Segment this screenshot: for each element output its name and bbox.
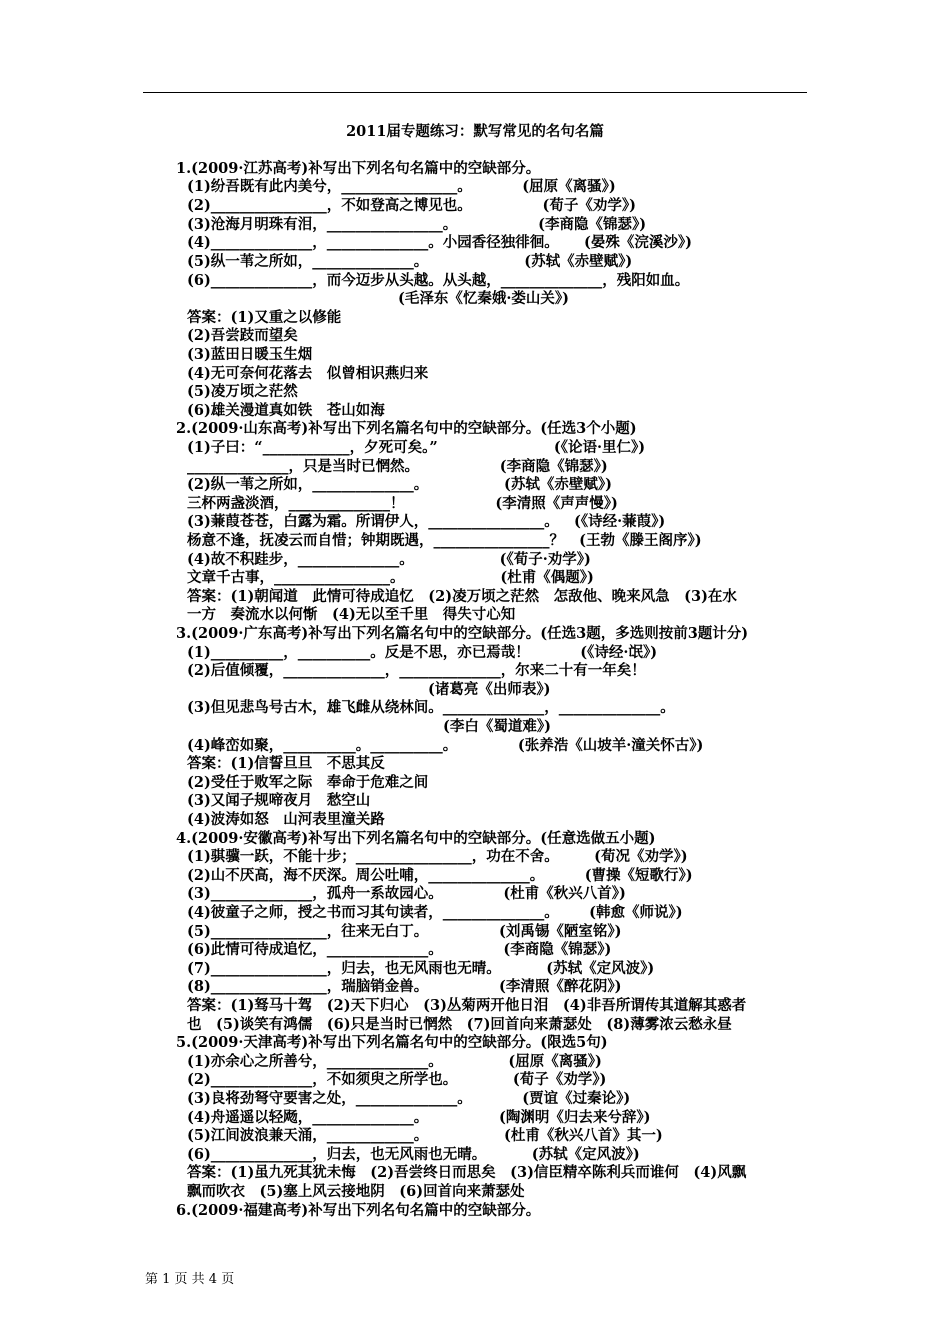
question-source: (毛泽东《忆秦娥·娄山关》)	[398, 290, 570, 307]
question-line: (2)后值倾覆，______________，______________，尔来二十有一年矣！	[187, 662, 646, 679]
question-line: (4)彼童子之师，授之书而习其句读者，______________。 (韩愈《师说》)	[187, 904, 683, 921]
question-line: 杨意不逢，抚凌云而自惜；钟期既遇，________________？ (王勃《滕王阁序》)	[187, 532, 702, 549]
question-heading: 6.(2009·福建高考)补写出下列名句名篇中的空缺部分。	[176, 1202, 541, 1219]
question-line: (5)江间波浪兼天涌，____________。 (杜甫《秋兴八首》其一)	[187, 1127, 663, 1144]
question-line: (1)__________，__________。反是不思，亦已焉哉！ (《诗经·氓》)	[187, 644, 658, 661]
question-line: (5)________________，往来无白丁。 (刘禹锡《陋室铭》)	[187, 923, 622, 940]
answer-line: 答案：(1)又重之以修能	[187, 309, 342, 326]
header-rule	[143, 92, 807, 93]
question-heading: 4.(2009·安徽高考)补写出下列名篇名句中的空缺部分。(任意选做五小题)	[176, 830, 656, 847]
answer-line: (3)又闻子规啼夜月 愁空山	[187, 792, 371, 809]
question-line: (6)______________，归去，也无风雨也无晴。 (苏轼《定风波》)	[187, 1146, 640, 1163]
question-line: (3)沧海月明珠有泪，________________。 (李商隐《锦瑟》)	[187, 216, 647, 233]
answer-line: (2)受任于败军之际 奉命于危难之间	[187, 774, 429, 791]
question-line: (2)山不厌高，海不厌深。周公吐哺，______________。 (曹操《短歌行》)	[187, 867, 693, 884]
question-line: (5)纵一苇之所如，______________。 (苏轼《赤壁赋》)	[187, 253, 633, 270]
question-heading: 2.(2009·山东高考)补写出下列名篇名句中的空缺部分。(任选3个小题)	[176, 420, 637, 437]
answer-line: (4)无可奈何花落去 似曾相识燕归来	[187, 365, 429, 382]
question-line: (1)骐骥一跃，不能十步；________________，功在不舍。 (荀况《劝学》)	[187, 848, 688, 865]
question-heading: 5.(2009·天津高考)补写出下列名篇名句中的空缺部分。(限选5句)	[176, 1034, 608, 1051]
answer-line: 答案：(1)朝闻道 此情可待成追忆 (2)凌万顷之茫然 怎敌他、晚来风急 (3)在水	[187, 588, 737, 605]
question-line: (2)纵一苇之所如，______________。 (苏轼《赤壁赋》)	[187, 476, 613, 493]
answer-line: 答案：(1)信誓旦旦 不思其反	[187, 755, 385, 772]
question-line: (1)亦余心之所善兮，______________。 (屈原《离骚》)	[187, 1053, 602, 1070]
question-source: (诸葛亮《出师表》)	[428, 681, 551, 698]
question-source: (李白《蜀道难》)	[443, 718, 551, 735]
question-line: (2)________________，不如登高之博见也。 (荀子《劝学》)	[187, 197, 636, 214]
question-line: (6)______________，而今迈步从头越。从头越，______________，残阳如血。	[187, 272, 690, 289]
question-line: (6)此情可待成追忆，______________。 (李商隐《锦瑟》)	[187, 941, 612, 958]
question-line: (1)子曰：“____________，夕死可矣。” (《论语·里仁》)	[187, 439, 646, 456]
question-line: (4)峰峦如聚，__________。__________。 (张养浩《山坡羊·潼关怀古》)	[187, 737, 704, 754]
question-line: (8)________________，瑞脑销金兽。 (李清照《醉花阴》)	[187, 978, 622, 995]
question-line: (3)良将劲弩守要害之处，______________。 (贾谊《过秦论》)	[187, 1090, 631, 1107]
question-line: (3)但见悲鸟号古木，雄飞雌从绕林间。______________，______________。	[187, 699, 675, 716]
question-line: (4)舟遥遥以轻飏，______________。 (陶渊明《归去来兮辞》)	[187, 1109, 651, 1126]
answer-line: 答案：(1)驽马十驾 (2)天下归心 (3)丛菊两开他日泪 (4)非吾所谓传其道解其惑者	[187, 997, 747, 1014]
question-line: (7)________________，归去，也无风雨也无晴。 (苏轼《定风波》)	[187, 960, 655, 977]
question-line: (2)______________，不如须臾之所学也。 (荀子《劝学》)	[187, 1071, 607, 1088]
question-line: 三杯两盏淡酒，______________！ (李清照《声声慢》)	[187, 495, 618, 512]
question-heading: 1.(2009·江苏高考)补写出下列名句名篇中的空缺部分。	[176, 160, 541, 177]
answer-line: 答案：(1)虽九死其犹未悔 (2)吾尝终日而思矣 (3)信臣精卒陈利兵而谁何 (4)风飘	[187, 1164, 747, 1181]
answer-line: 也 (5)谈笑有鸿儒 (6)只是当时已惘然 (7)回首向来萧瑟处 (8)薄雾浓云愁永昼	[187, 1016, 732, 1033]
question-line: (3)蒹葭苍苍，白露为霜。所谓伊人，________________。 (《诗经·蒹葭》)	[187, 513, 666, 530]
answer-line: (6)雄关漫道真如铁 苍山如海	[187, 402, 385, 419]
question-heading: 3.(2009·广东高考)补写出下列名篇名句中的空缺部分。(任选3题，多选则按前3题计分)	[176, 625, 749, 642]
answer-line: 一方 奏流水以何惭 (4)无以至千里 得失寸心知	[187, 606, 516, 623]
question-line: (1)纷吾既有此内美兮，________________。 (屈原《离骚》)	[187, 178, 616, 195]
answer-line: (5)凌万顷之茫然	[187, 383, 298, 400]
page-title: 2011届专题练习：默写常见的名句名篇	[346, 123, 604, 140]
question-line: 文章千古事，________________。 (杜甫《偶题》)	[187, 569, 594, 586]
question-line: (4)______________，______________。小园香径独徘徊。 (晏殊《浣溪沙》)	[187, 234, 693, 251]
answer-line: 飘而吹衣 (5)塞上风云接地阴 (6)回首向来萧瑟处	[187, 1183, 525, 1200]
page-footer: 第 1 页 共 4 页	[145, 1272, 235, 1287]
answer-line: (2)吾尝跂而望矣	[187, 327, 298, 344]
answer-line: (4)波涛如怒 山河表里潼关路	[187, 811, 385, 828]
answer-line: (3)蓝田日暖玉生烟	[187, 346, 313, 363]
question-line: ______________，只是当时已惘然。 (李商隐《锦瑟》)	[187, 458, 608, 475]
question-line: (3)______________，孤舟一系故园心。 (杜甫《秋兴八首》)	[187, 885, 626, 902]
question-line: (4)故不积跬步，______________。 (《荀子·劝学》)	[187, 551, 591, 568]
